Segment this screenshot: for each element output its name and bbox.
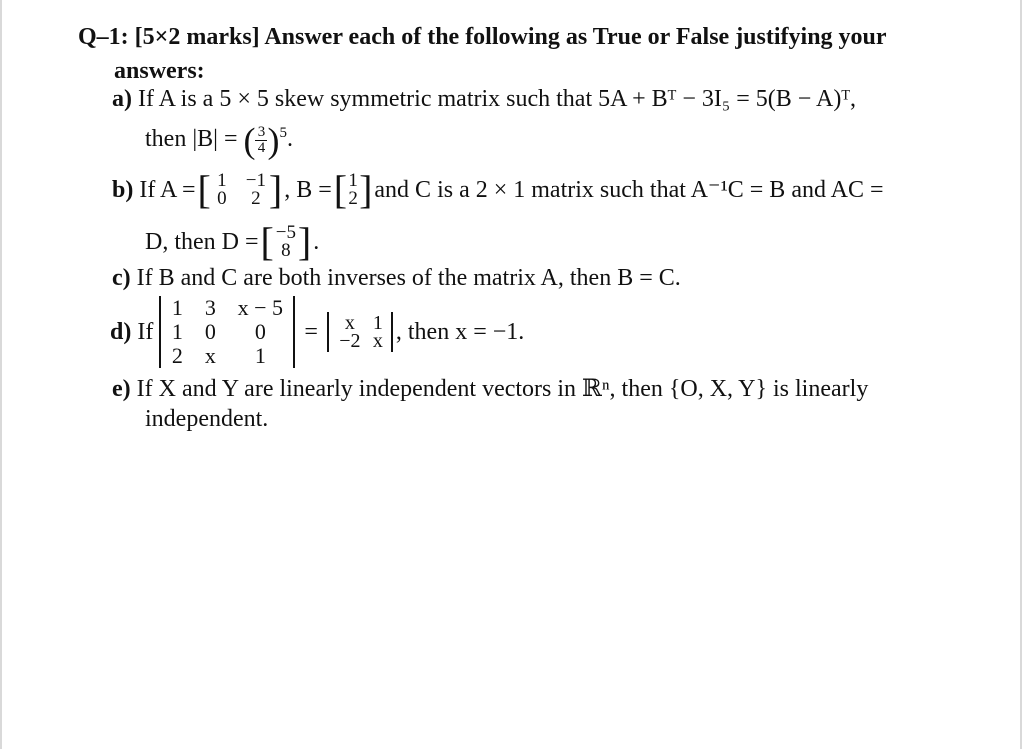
part-d-if: If (137, 318, 154, 345)
part-b-line2 (145, 219, 320, 264)
part-b-line1 (112, 167, 884, 212)
determinant-2x2 (332, 314, 388, 350)
matrix-b-cell: 2 (348, 188, 358, 209)
part-d-eq: = (304, 318, 318, 345)
matrix-b-cell: 1 (348, 170, 358, 191)
part-e-text: If X and Y are linearly independent vectors in ℝⁿ, then {O, X, Y} is linearly (136, 376, 869, 402)
matrix-a-cell: 1 (217, 170, 227, 191)
part-a-line1 (112, 85, 856, 113)
part-d-rest: , then x = −1. (395, 318, 525, 345)
part-d-line (110, 296, 524, 368)
question-header-cont: answers: (114, 58, 205, 84)
fraction (255, 125, 267, 156)
part-b-line2-prefix: D, then D = (145, 229, 259, 255)
part-b-end: . (313, 229, 320, 255)
part-a-line2-prefix: then |B| = (145, 126, 238, 153)
matrix-a-cell: 0 (217, 188, 227, 209)
matrix-a-cell: 2 (251, 188, 261, 209)
part-e-line2: independent. (145, 406, 269, 432)
matrix-a-cell: −1 (245, 170, 266, 191)
part-e-label: e) (112, 376, 131, 402)
part-d-label: d) (110, 318, 132, 345)
open-paren: ( (243, 120, 256, 161)
power: 5 (279, 125, 287, 142)
det3-cell: 1 (171, 319, 183, 344)
question-header: Q–1: [5×2 marks] Answer each of the following as True or False justifying your (78, 24, 887, 50)
part-a-line2 (145, 120, 293, 161)
matrix-d-cell: 8 (281, 240, 291, 261)
part-b-if-a: If A = (139, 177, 196, 203)
matrix-d: [ −5 8 ] (260, 219, 312, 264)
det3-cell: 0 (254, 319, 266, 344)
det3-cell: 0 (204, 319, 216, 344)
det3-cell: 3 (204, 295, 216, 320)
det3-cell: 1 (254, 343, 266, 368)
det3-cell: 2 (171, 343, 183, 368)
part-b-b-eq: , B = (284, 177, 332, 203)
det3-cell: x (204, 343, 216, 368)
fraction-numerator: 3 (257, 124, 266, 140)
part-c-text: If B and C are both inverses of the matrix A, then B = C. (136, 265, 681, 291)
det2-cell: x (344, 312, 355, 334)
close-paren: ) (267, 120, 280, 161)
det3-cell: 1 (171, 295, 183, 320)
det3-cell: x − 5 (237, 295, 284, 320)
part-b-rest: and C is a 2 × 1 matrix such that A⁻¹C = B and AC = (374, 177, 884, 203)
det2-cell: −2 (339, 330, 361, 352)
part-c-line (112, 264, 681, 292)
part-a-text: If A is a 5 × 5 skew symmetric matrix such that 5A + Bᵀ − 3I₅ = 5(B − A)ᵀ, (138, 86, 857, 112)
matrix-b: [ 1 2 ] (333, 167, 373, 212)
determinant-3x3 (164, 296, 290, 368)
part-b-label: b) (112, 177, 134, 203)
det2-cell: 1 (372, 312, 383, 334)
det2-cell: x (372, 330, 383, 352)
matrix-a: [ 1 −1 0 2 ] (197, 167, 283, 212)
part-a-label: a) (112, 86, 132, 112)
matrix-d-cell: −5 (275, 222, 296, 243)
fraction-denominator: 4 (257, 140, 266, 156)
part-a-end: . (286, 126, 293, 153)
part-e-line1 (112, 375, 868, 403)
part-c-label: c) (112, 265, 131, 291)
